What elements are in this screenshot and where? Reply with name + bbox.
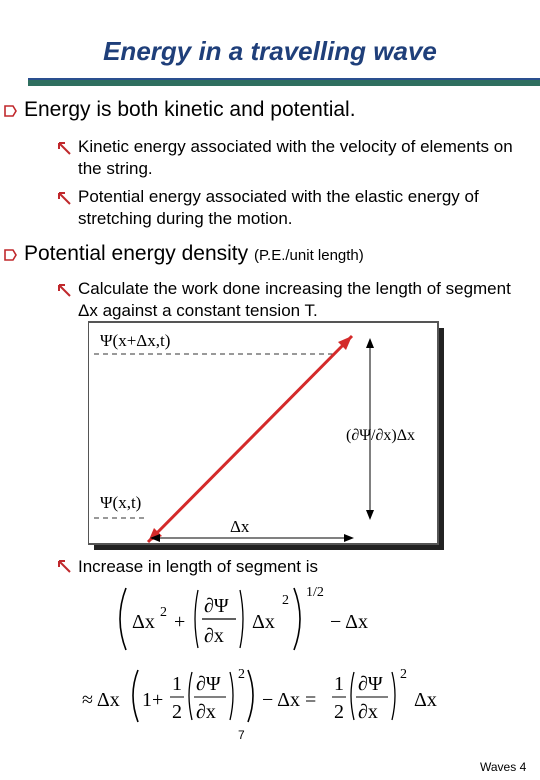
- svg-text:+: +: [174, 611, 186, 633]
- figure-label-top: Ψ(x+Δx,t): [100, 331, 171, 350]
- svg-text:∂Ψ: ∂Ψ: [358, 673, 383, 695]
- sub-bullet-1-2: Potential energy associated with the elastic energy of stretching during the motion.: [78, 187, 479, 228]
- figure-label-bottom: Ψ(x,t): [100, 493, 142, 512]
- svg-text:Δx: Δx: [414, 689, 437, 711]
- equation-1: [112, 578, 392, 660]
- footer-label: Waves 4: [480, 760, 527, 774]
- sub-bullet-arrow-icon: [56, 558, 74, 576]
- segment-diagram: [88, 320, 444, 550]
- sub-bullet-2-1: Calculate the work done increasing the length of segment Δx against a constant tension T.: [78, 279, 511, 320]
- svg-text:≈ Δx: ≈ Δx: [82, 689, 120, 711]
- title-rule: [28, 80, 540, 86]
- svg-text:1+: 1+: [142, 689, 164, 711]
- svg-text:− Δx =: − Δx =: [262, 689, 317, 711]
- sub-bullet-arrow-icon: [56, 190, 74, 208]
- svg-text:− Δx: − Δx: [330, 611, 369, 633]
- svg-text:Δx: Δx: [252, 611, 275, 633]
- svg-text:2: 2: [282, 593, 289, 608]
- svg-text:1: 1: [334, 673, 344, 695]
- sub-bullet-arrow-icon: [56, 282, 74, 300]
- svg-text:2: 2: [160, 605, 167, 620]
- bullet-1-text: Energy is both kinetic and potential.: [24, 98, 356, 121]
- page-number: 7: [238, 728, 245, 742]
- figure-label-dx: Δx: [230, 517, 250, 536]
- bullet-2-note: (P.E./unit length): [253, 247, 364, 264]
- sub-bullet-1-1: Kinetic energy associated with the velocity of elements on the string.: [78, 137, 513, 178]
- svg-text:∂x: ∂x: [196, 701, 216, 723]
- bullet-2-text: Potential energy density: [24, 242, 249, 265]
- svg-text:2: 2: [400, 667, 407, 682]
- sub-bullet-arrow-icon: [56, 140, 74, 158]
- svg-text:∂Ψ: ∂Ψ: [196, 673, 221, 695]
- svg-text:∂Ψ: ∂Ψ: [204, 595, 229, 617]
- svg-text:2: 2: [172, 701, 182, 723]
- figure-label-vertical: (∂Ψ/∂x)Δx: [346, 427, 416, 444]
- bullet-diamond-icon: [4, 104, 18, 118]
- slide-title: Energy in a travelling wave: [103, 36, 437, 66]
- svg-text:∂x: ∂x: [358, 701, 378, 723]
- svg-text:2: 2: [334, 701, 344, 723]
- svg-text:Δx: Δx: [132, 611, 155, 633]
- bullet-diamond-icon: [4, 248, 18, 262]
- equation-2: [80, 664, 460, 726]
- svg-text:1: 1: [172, 673, 182, 695]
- sub-bullet-2-2: Increase in length of segment is: [78, 557, 319, 576]
- svg-text:2: 2: [238, 667, 245, 682]
- svg-text:1/2: 1/2: [306, 585, 324, 600]
- svg-text:∂x: ∂x: [204, 625, 224, 647]
